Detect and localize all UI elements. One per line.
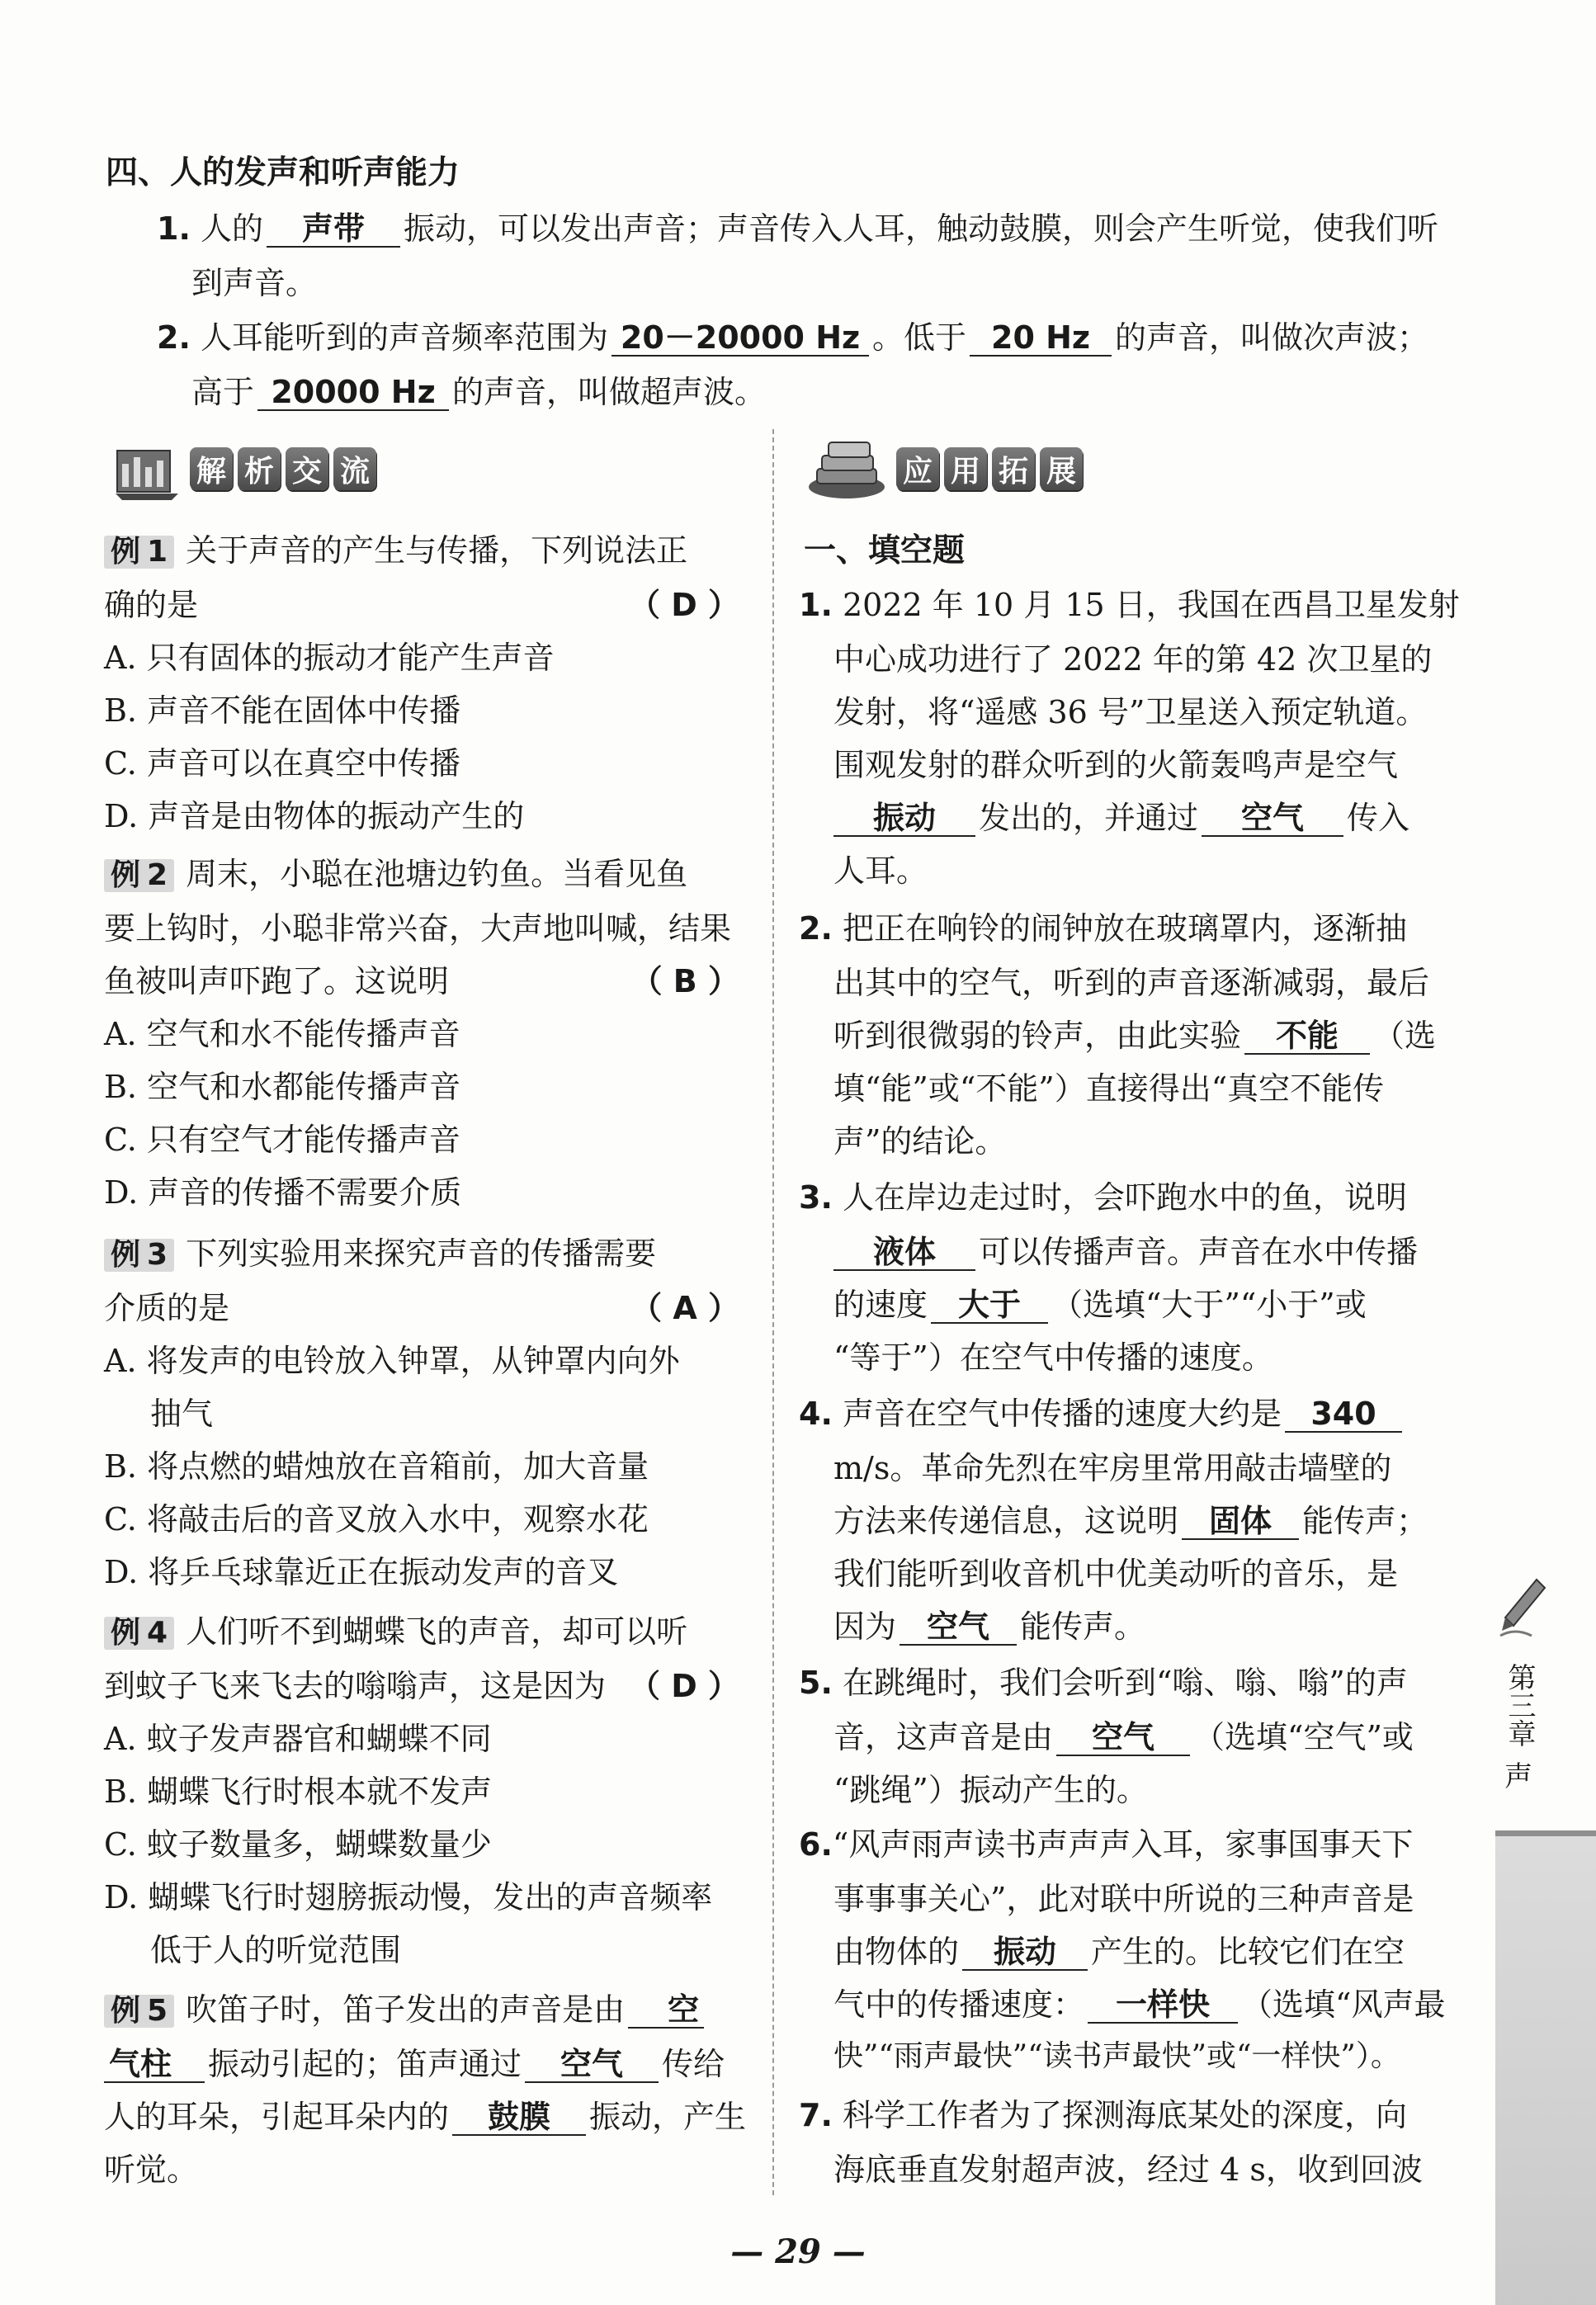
- header-char: 拓: [992, 447, 1035, 490]
- q-text: 中心成功进行了 2022 年的第 42 次卫星的: [833, 641, 1433, 678]
- q-text: “风声雨声读书声声声入耳，家事国事天下: [832, 1826, 1414, 1863]
- example-label: 例 1: [104, 536, 174, 569]
- option-d: D. 声音的传播不需要介质: [104, 1174, 462, 1211]
- fill-q1-answer-2: 空气: [1202, 802, 1343, 837]
- q-number: 1.: [799, 587, 833, 623]
- option-a: A. 将发声的电铃放入钟罩，从钟罩内向外: [104, 1343, 680, 1379]
- q-text: 传入: [1347, 800, 1410, 836]
- fill-q3-answer-1: 液体: [833, 1236, 975, 1271]
- analysis-header-icon: [114, 439, 182, 502]
- fill-q5-answer: 空气: [1056, 1722, 1190, 1756]
- page-number: — 29 —: [730, 2232, 866, 2271]
- fill-q6-answer-2: 一样快: [1088, 1989, 1238, 2024]
- s4-q2-text3: 的声音，叫做次声波；: [1115, 319, 1429, 356]
- fill-q4-answer-1: 340: [1285, 1398, 1402, 1433]
- option-c: C. 蚊子数量多，蝴蝶数量少: [104, 1826, 492, 1863]
- q-text: 快”“雨声最快”“读书声最快”或“一样快”）。: [833, 2039, 1400, 2073]
- q-text: 的速度: [833, 1287, 928, 1323]
- q-text: 方法来传递信息，这说明: [833, 1503, 1179, 1539]
- example-text: 振动引起的；笛声通过: [208, 2046, 522, 2082]
- example-text: 确的是: [104, 587, 199, 623]
- chapter-tab: [1495, 1663, 1542, 1797]
- ex5-answer-1a: 空: [628, 1994, 704, 2029]
- q-text: 把正在响铃的闹钟放在玻璃罩内，逐渐抽: [842, 910, 1407, 947]
- option-c: C. 声音可以在真空中传播: [104, 745, 460, 782]
- option-a: A. 空气和水不能传播声音: [104, 1016, 460, 1052]
- example-text: 鱼被叫声吓跑了。这说明: [104, 963, 450, 999]
- q-text: 海底垂直发射超声波，经过 4 s，收到回波: [833, 2151, 1423, 2188]
- q-text: 科学工作者为了探测海底某处的深度，向: [842, 2097, 1407, 2133]
- header-char: 用: [944, 447, 987, 490]
- pencil-icon: [1499, 1576, 1548, 1642]
- ex5-answer-1b: 气柱: [104, 2048, 205, 2083]
- example-label: 例 2: [104, 859, 174, 892]
- example-answer: （ D ）: [628, 587, 739, 623]
- analysis-header: [190, 447, 376, 490]
- chapter-label: 第三章: [1502, 1663, 1536, 1747]
- example-label: 例 4: [104, 1617, 174, 1650]
- q-text: 能传声；: [1302, 1503, 1428, 1539]
- q-number: 2.: [799, 910, 833, 947]
- q-number: 6.: [799, 1826, 833, 1863]
- option-c: C. 只有空气才能传播声音: [104, 1122, 460, 1158]
- s4-q2-line2: [191, 376, 766, 411]
- q-text: “等于”）在空气中传播的速度。: [833, 1339, 1273, 1376]
- example-text: 下列实验用来探究声音的传播需要: [186, 1235, 657, 1272]
- example-text: 到蚊子飞来飞去的嗡嗡声，这是因为: [104, 1668, 607, 1704]
- example-text: 介质的是: [104, 1290, 230, 1326]
- q-text: 在跳绳时，我们会听到“嗡、嗡、嗡”的声: [842, 1665, 1408, 1701]
- option-b: B. 将点燃的蜡烛放在音箱前，加大音量: [104, 1448, 649, 1485]
- q-text: 能传声。: [1020, 1608, 1146, 1645]
- q-text: 围观发射的群众听到的火箭轰鸣声是空气: [833, 747, 1399, 783]
- q-text: 我们能听到收音机中优美动听的音乐，是: [833, 1556, 1399, 1592]
- example-text: 人的耳朵，引起耳朵内的: [104, 2099, 450, 2135]
- books-icon: [805, 436, 888, 502]
- application-header: [896, 447, 1083, 490]
- section-title: 四、人的发声和听声能力: [106, 154, 460, 191]
- example-text: 关于声音的产生与传播，下列说法正: [186, 532, 688, 569]
- header-char: 应: [896, 447, 939, 490]
- fill-q1-answer-1: 振动: [833, 802, 975, 837]
- s4-q1-line1: [157, 210, 1439, 248]
- q-text: 事事事关心”，此对联中所说的三种声音是: [833, 1881, 1414, 1917]
- chapter-subject: 声: [1504, 1760, 1532, 1793]
- ex5-answer-3: 鼓膜: [452, 2101, 586, 2136]
- q-text: （选填“大于”“小于”或: [1051, 1287, 1367, 1323]
- q-text: （选填“空气”或: [1193, 1719, 1414, 1755]
- q-text: “跳绳”）振动产生的。: [833, 1772, 1148, 1808]
- column-divider: [772, 429, 774, 2195]
- s4-q2-answer-low: 20 Hz: [970, 322, 1112, 357]
- q-text: 声”的结论。: [833, 1123, 1007, 1160]
- example-text: 要上钩时，小聪非常兴奋，大声地叫喊，结果: [104, 910, 732, 947]
- option-a: A. 蚊子发声器官和蝴蝶不同: [104, 1721, 492, 1757]
- s4-q2-answer-range: 20－20000 Hz: [611, 322, 869, 357]
- s4-q2-text2: 。低于: [872, 319, 967, 356]
- option-d: D. 蝴蝶飞行时翅膀振动慢，发出的声音频率: [104, 1879, 713, 1915]
- fill-q2-answer: 不能: [1244, 1020, 1370, 1055]
- q-text: 听到很微弱的铃声，由此实验: [833, 1018, 1242, 1054]
- option-b: B. 空气和水都能传播声音: [104, 1069, 461, 1105]
- example-text: 吹笛子时，笛子发出的声音是由: [186, 1991, 626, 2028]
- header-char: 交: [286, 447, 328, 490]
- option-a: A. 只有固体的振动才能产生声音: [104, 640, 555, 676]
- q-text: 填“能”或“不能”）直接得出“真空不能传: [833, 1070, 1385, 1107]
- example-label: 例 5: [104, 1995, 174, 2028]
- q-number: 5.: [799, 1665, 833, 1701]
- example-answer: （ A ）: [630, 1290, 739, 1326]
- s4-q1-text2: 振动，可以发出声音；声音传入人耳，触动鼓膜，则会产生听觉，使我们听: [404, 210, 1439, 247]
- q-text: （选填“风声最: [1241, 1986, 1446, 2023]
- s4-q1-number: 1.: [157, 210, 191, 247]
- q-text: 因为: [833, 1608, 897, 1645]
- q-text: 声音在空气中传播的速度大约是: [842, 1396, 1282, 1432]
- s4-q2-line1: [157, 319, 1429, 357]
- q-text: 人在岸边走过时，会吓跑水中的鱼，说明: [842, 1179, 1407, 1216]
- example-answer: （ D ）: [628, 1668, 739, 1704]
- q-text: 由物体的: [833, 1934, 960, 1970]
- header-char: 解: [190, 447, 233, 490]
- example-answer: （ B ）: [630, 963, 739, 999]
- q-text: 气中的传播速度：: [833, 1986, 1085, 2023]
- s4-q2-text4: 高于: [191, 374, 255, 410]
- fill-q3-answer-2: 大于: [931, 1289, 1048, 1324]
- option-d-cont: 低于人的听觉范围: [150, 1932, 402, 1968]
- s4-q1-line2: 到声音。: [191, 265, 318, 301]
- option-c: C. 将敲击后的音叉放入水中，观察水花: [104, 1501, 649, 1537]
- q-number: 3.: [799, 1179, 833, 1216]
- q-text: m/s。革命先烈在牢房里常用敲击墙壁的: [833, 1450, 1392, 1486]
- q-text: 人耳。: [833, 853, 928, 889]
- example-text: 周末，小聪在池塘边钓鱼。当看见鱼: [186, 856, 688, 892]
- q-text: 出其中的空气，听到的声音逐渐减弱，最后: [833, 965, 1430, 1001]
- example-text: 振动，产生: [589, 2099, 747, 2135]
- q-text: 发出的，并通过: [979, 800, 1199, 836]
- fill-title: 一、填空题: [804, 532, 966, 569]
- s4-q2-number: 2.: [157, 319, 191, 356]
- option-b: B. 蝴蝶飞行时根本就不发声: [104, 1774, 493, 1810]
- fill-q4-answer-2: 固体: [1182, 1505, 1299, 1540]
- q-number: 4.: [799, 1396, 833, 1432]
- fill-q4-answer-3: 空气: [900, 1611, 1017, 1646]
- q-text: （选: [1373, 1018, 1437, 1054]
- option-d: D. 将乒乓球靠近正在振动发声的音叉: [104, 1554, 619, 1590]
- s4-q1-text: 人的: [200, 210, 263, 247]
- q-number: 7.: [799, 2097, 833, 2133]
- fill-q6-answer-1: 振动: [962, 1936, 1088, 1971]
- q-text: 产生的。比较它们在空: [1091, 1934, 1405, 1970]
- q-text: 发射，将“遥感 36 号”卫星送入预定轨道。: [833, 694, 1428, 730]
- example-text: 听觉。: [104, 2151, 199, 2188]
- s4-q1-answer: 声带: [267, 213, 400, 248]
- header-char: 流: [333, 447, 376, 490]
- q-text: 可以传播声音。声音在水中传播: [979, 1234, 1419, 1270]
- header-char: 展: [1040, 447, 1083, 490]
- example-label: 例 3: [104, 1239, 174, 1272]
- header-char: 析: [238, 447, 281, 490]
- option-b: B. 声音不能在固体中传播: [104, 692, 461, 729]
- q-text: 2022 年 10 月 15 日，我国在西昌卫星发射: [842, 587, 1460, 623]
- s4-q2-text: 人耳能听到的声音频率范围为: [200, 319, 608, 356]
- s4-q2-text5: 的声音，叫做超声波。: [452, 374, 767, 410]
- s4-q2-answer-high: 20000 Hz: [257, 376, 449, 411]
- option-d: D. 声音是由物体的振动产生的: [104, 798, 525, 834]
- example-text: 人们听不到蝴蝶飞的声音，却可以听: [186, 1613, 688, 1650]
- q-text: 音，这声音是由: [833, 1719, 1054, 1755]
- example-text: 传给: [662, 2046, 725, 2082]
- option-a-cont: 抽气: [150, 1396, 214, 1432]
- ex5-answer-2: 空气: [525, 2048, 659, 2083]
